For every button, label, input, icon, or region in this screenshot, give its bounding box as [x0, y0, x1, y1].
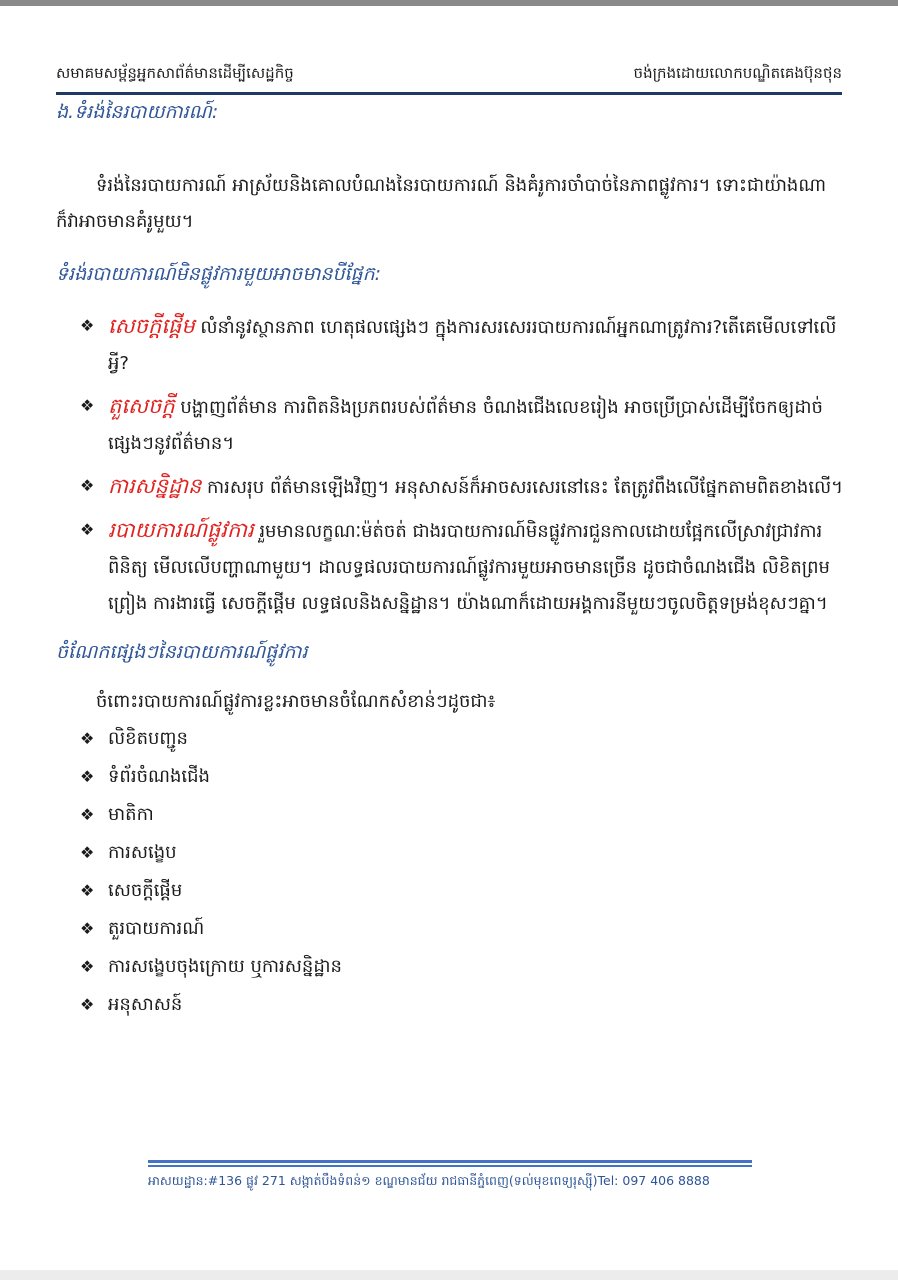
list-item: [56, 948, 846, 986]
diamond-bullet-icon: ❖: [80, 995, 95, 1014]
list-item: [56, 388, 846, 462]
item-text: លិខិតបញ្ជូន: [108, 728, 188, 749]
page-footer: [148, 1160, 752, 1192]
formal-parts-list: [56, 720, 846, 1024]
footer-rule-bottom: [148, 1165, 752, 1167]
section-heading-formal-parts: ចំណែកផ្សេងៗនៃរបាយការណ៍ផ្លូវការ: [56, 641, 308, 663]
footer-rule-top: [148, 1160, 752, 1163]
term-introduction: សេចក្តីផ្តើម: [108, 314, 195, 338]
item-text: ការសង្ខេបចុងក្រោយ ឬការសន្និដ្ឋាន: [108, 956, 342, 977]
item-text: លំនាំនូវស្ថានភាព ហេតុផលផ្សេងៗ ក្នុងការសរសេររបាយការណ៍អ្នកណាត្រូវការ?តើគេមើលទៅលើអ្វី?: [108, 317, 837, 374]
diamond-bullet-icon: ❖: [80, 919, 95, 938]
item-text: សេចក្តីផ្តើម: [108, 880, 183, 901]
diamond-bullet-icon: ❖: [80, 520, 95, 539]
list-item: [56, 796, 846, 834]
item-text: ទំព័រចំណងជើង: [108, 766, 210, 787]
diamond-bullet-icon: ❖: [80, 729, 95, 748]
header-author: ចង់ក្រងដោយលោកបណ្ឌិតគេងប៊ុនថុន: [633, 64, 842, 82]
item-text: អនុសាសន៍: [108, 994, 183, 1015]
list-item: [56, 720, 846, 758]
diamond-bullet-icon: ❖: [80, 476, 95, 495]
top-edge-bar: [0, 0, 898, 6]
item-text: បង្ហាញព័ត៌មាន ការពិតនិងប្រភពរបស់ព័ត៌មាន ចំណងជើងលេខរៀង អាចប្រើប្រាស់ដើម្បីចែកឲ្យដាច់ផ្សេងៗនូវព័ត៌មាន។: [108, 397, 823, 454]
paragraph-forms: ទំរង់នៃរបាយការណ៍ អាស្រ័យនិងគោលបំណងនៃរបាយការណ៍ និងគំរូការចាំបាច់នៃភាពផ្លូវការ។ ទោះជាយ៉ាងណាក៏វាអាចមានគំរូមួយ។: [56, 175, 827, 232]
informal-parts-list: [56, 308, 846, 622]
list-item: [56, 910, 846, 948]
diamond-bullet-icon: ❖: [80, 881, 95, 900]
header-organization: សមាគមសម្ព័ន្ធអ្នកសាព័ត៌មានដើម្បីសេដ្ឋកិច្ច: [56, 64, 294, 82]
term-body: តួសេចក្តី: [108, 394, 175, 418]
list-item: [56, 468, 846, 506]
item-text: មាតិកា: [108, 804, 154, 825]
list-item: [56, 872, 846, 910]
list-item: [56, 512, 846, 622]
bottom-edge-bar: [0, 1270, 898, 1280]
item-text: ការសង្ខេប: [108, 842, 177, 863]
diamond-bullet-icon: ❖: [80, 767, 95, 786]
section-heading-informal: ទំរង់របាយការណ៍មិនផ្លូវការមួយអាចមានបីផ្នែក:: [56, 263, 382, 285]
section-heading-forms: ង.ទំរង់នៃរបាយការណ៍:: [56, 101, 219, 123]
list-item: [56, 308, 846, 382]
header-rule: [56, 92, 842, 95]
item-text: តួរបាយការណ៍: [108, 918, 205, 939]
diamond-bullet-icon: ❖: [80, 805, 95, 824]
diamond-bullet-icon: ❖: [80, 843, 95, 862]
paragraph-formal-intro: ចំពោះរបាយការណ៍ផ្លូវការខ្លះអាចមានចំណែកសំខាន់ៗដូចជា៖: [96, 691, 496, 712]
page-content: [56, 100, 846, 1024]
item-text: រួមមានលក្ខណៈម៉ត់ចត់ ជាងរបាយការណ៍មិនផ្លូវការជួនកាលដោយផ្អែកលើស្រាវជ្រាវការពិនិត្យ មើលលើបញ្ហាណាមួយ។ ដាលទ្ធផលរបាយការណ៍ផ្លូវការមួយអាចមានច្រើន ដូចជាចំណងជើង លិខិតព្រមព្រៀង ការងារធ្វើ សេចក្តីផ្តើម លទ្ធផលនិងសន្និដ្ឋាន។ យ៉ាងណាក៏ដោយអង្គការនីមួយៗចូលចិត្តទម្រង់ខុសៗគ្នា។: [108, 521, 830, 614]
term-formal-report: របាយការណ៍ផ្លូវការ: [108, 518, 254, 542]
item-text: ការសរុប ព័ត៌មានឡើងវិញ។ អនុសាសន៍ក៏អាចសរសេរនៅនេះ តែត្រូវពឹងលើផ្នែកតាមពិតខាងលើ។: [201, 477, 844, 498]
list-item: [56, 986, 846, 1024]
list-item: [56, 758, 846, 796]
page-header: [56, 60, 842, 90]
diamond-bullet-icon: ❖: [80, 316, 95, 335]
list-item: [56, 834, 846, 872]
footer-address: អាសយដ្ឋាន:#136 ផ្លូវ 271 សង្កាត់បឹងទំពន់១ ខណ្ឌមានជ័យ រាជធានីភ្នំពេញ(ទល់មុខពេទ្យរុស្ស៊ី)Tel: 097 406 8888: [148, 1173, 710, 1188]
term-conclusion: ការសន្និដ្ឋាន: [108, 474, 202, 498]
diamond-bullet-icon: ❖: [80, 957, 95, 976]
diamond-bullet-icon: ❖: [80, 396, 95, 415]
